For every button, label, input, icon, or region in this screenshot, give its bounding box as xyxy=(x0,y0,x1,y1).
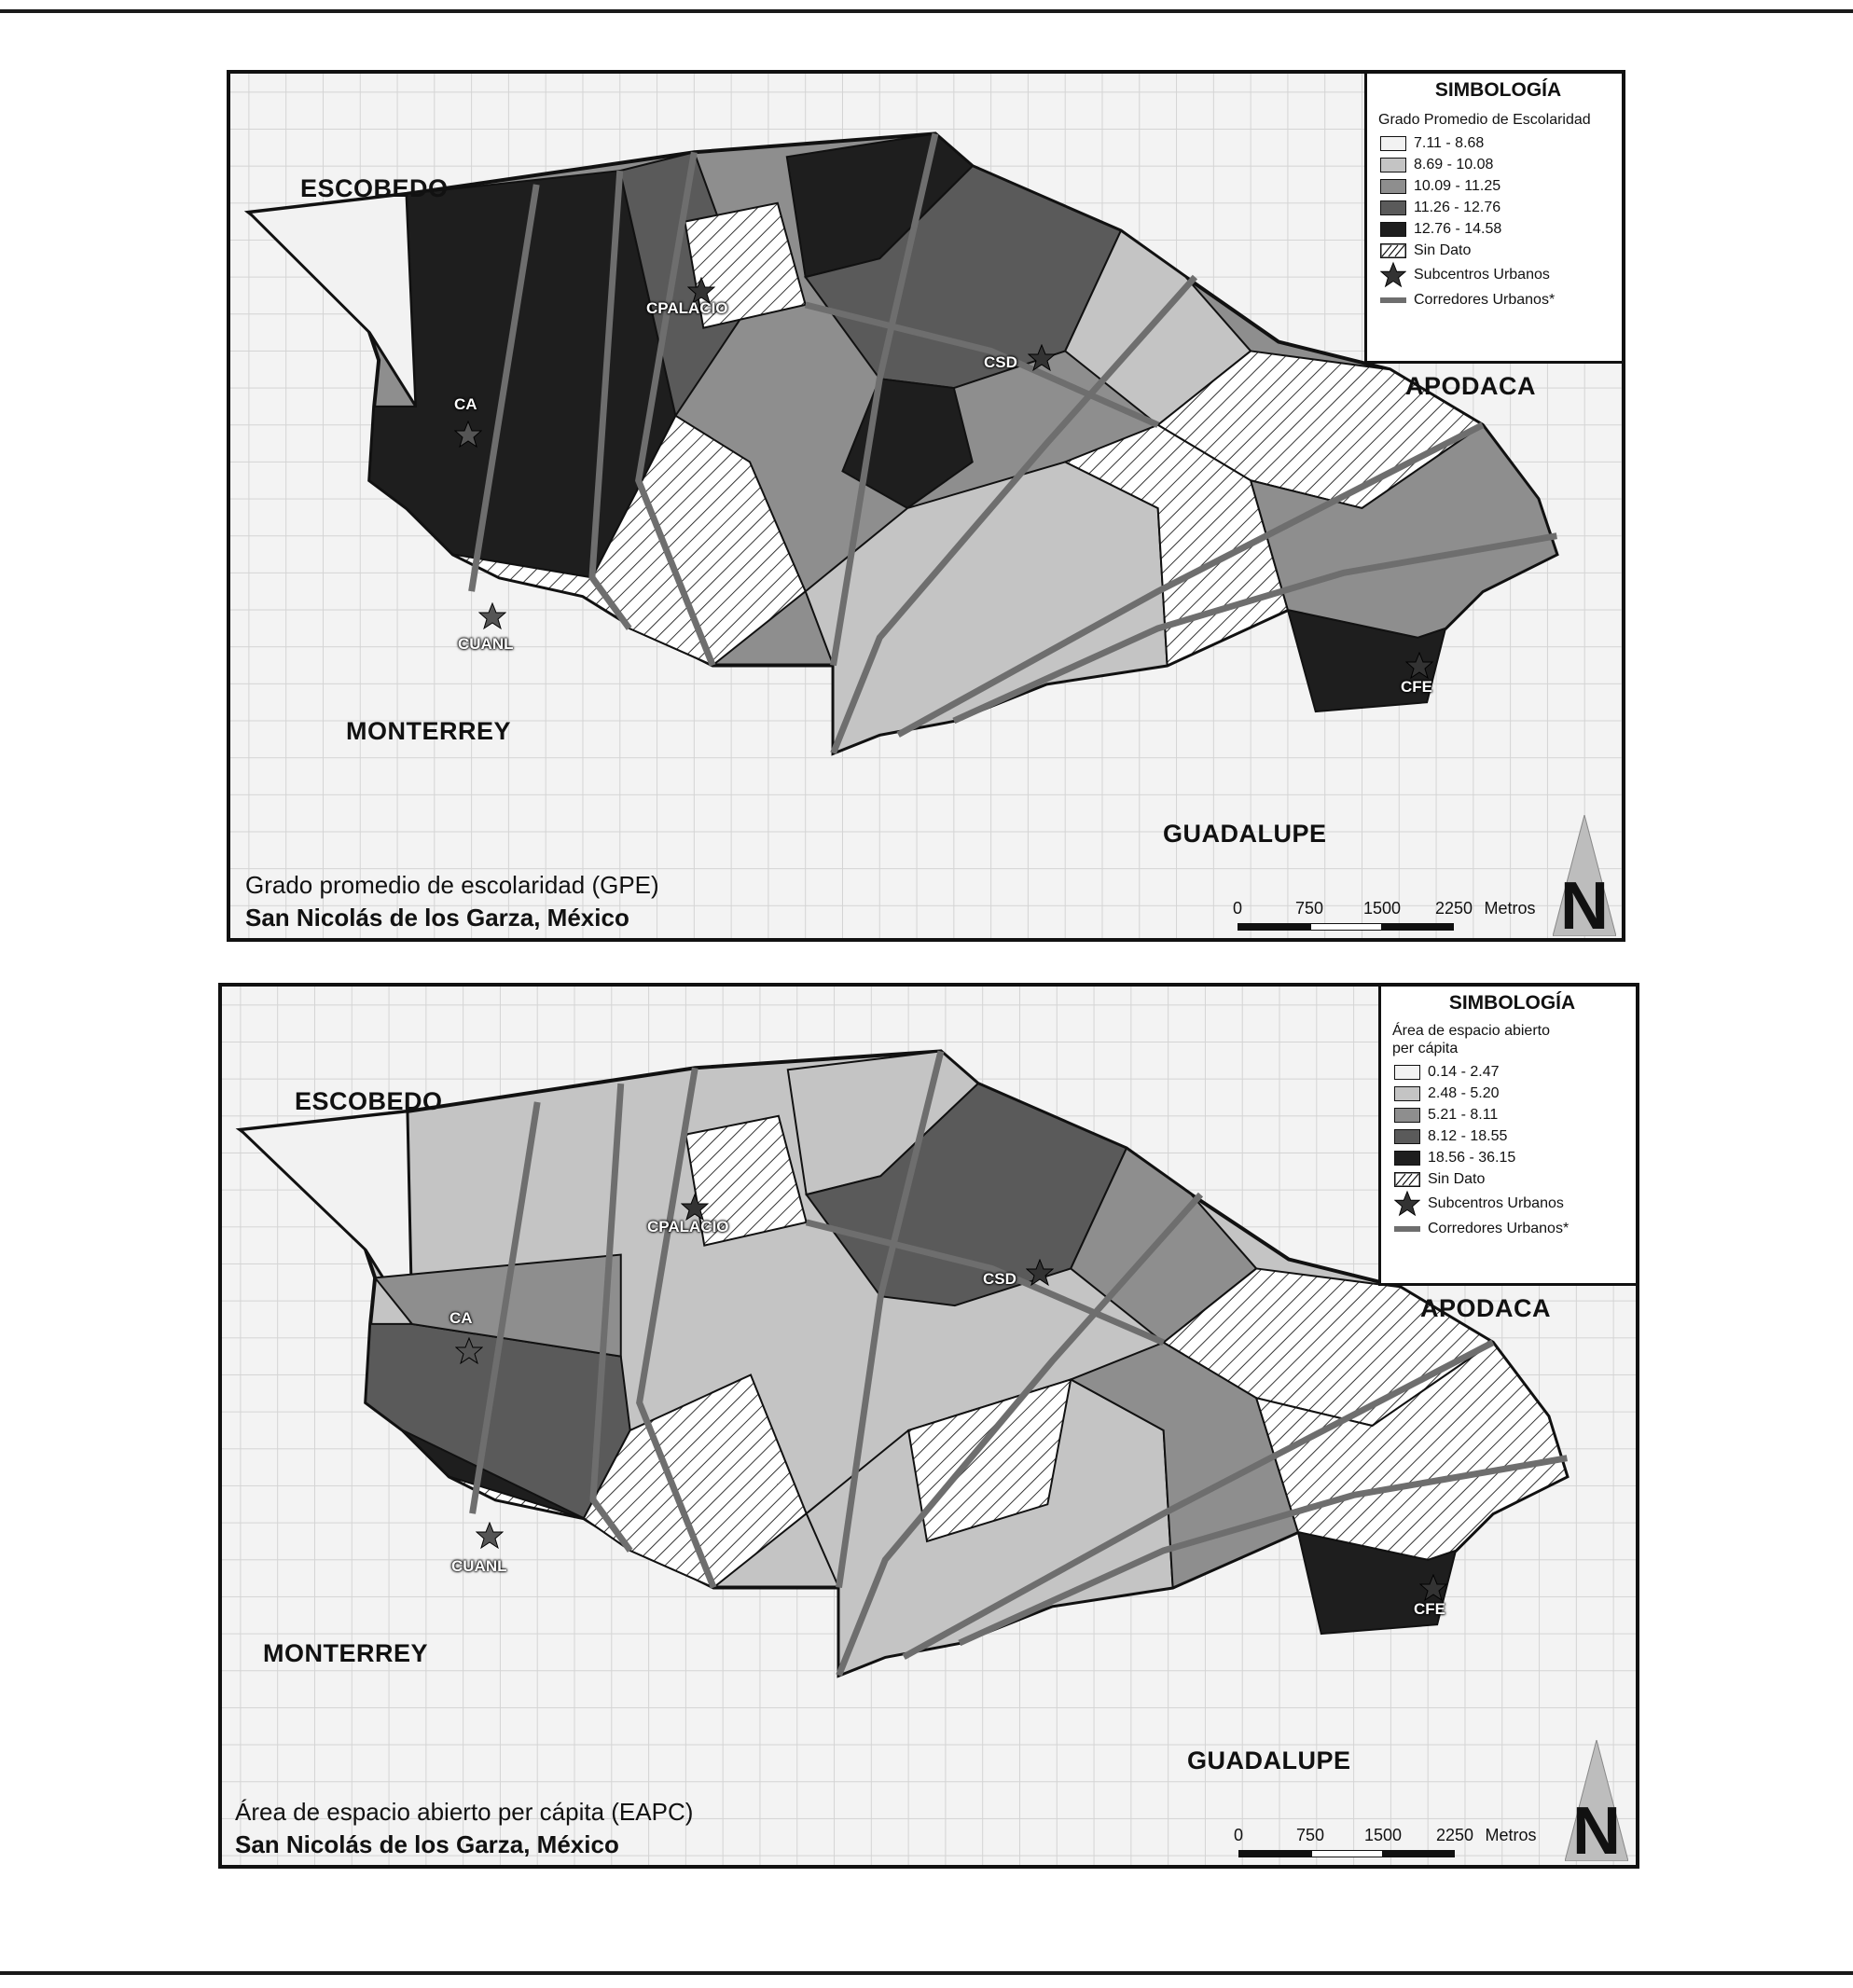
subcenter-label-csd: CSD xyxy=(984,353,1017,371)
scale-tick: 2250 xyxy=(1434,899,1473,918)
legend-swatch xyxy=(1394,1129,1420,1144)
subcenter-csd[interactable] xyxy=(1026,1259,1054,1291)
star-icon xyxy=(478,602,506,630)
north-letter: N xyxy=(1560,869,1609,936)
legend-class-4: 11.26 - 12.76 xyxy=(1380,197,1625,218)
subcenter-label-csd: CSD xyxy=(983,1270,1016,1288)
scale-tick: 0 xyxy=(1232,899,1243,918)
scale-seg xyxy=(1310,923,1382,931)
legend-swatch xyxy=(1380,136,1406,151)
subcenter-cuanl[interactable] xyxy=(476,1522,504,1554)
legend-swatch xyxy=(1394,1108,1420,1123)
scale-seg xyxy=(1382,923,1454,931)
scale-seg xyxy=(1311,1850,1383,1857)
scale-unit: Metros xyxy=(1484,899,1536,918)
legend-swatch xyxy=(1380,200,1406,215)
north-arrow-icon xyxy=(1565,1740,1628,1861)
subcenter-csd[interactable] xyxy=(1028,344,1056,377)
star-icon xyxy=(1380,261,1406,289)
scale-seg xyxy=(1383,1850,1455,1857)
scale-tick: 0 xyxy=(1233,1826,1244,1844)
legend-swatch xyxy=(1394,1151,1420,1166)
hatch-swatch-icon xyxy=(1394,1172,1420,1187)
north-letter: N xyxy=(1572,1794,1621,1861)
scale-tick: 2250 xyxy=(1435,1826,1474,1844)
legend-class-4: 8.12 - 18.55 xyxy=(1394,1125,1639,1147)
scale-bar xyxy=(1228,899,1536,931)
place-monterrey: MONTERREY xyxy=(346,717,512,745)
corridor-line-icon xyxy=(1380,297,1406,304)
star-icon xyxy=(476,1522,504,1550)
legend-swatch xyxy=(1380,179,1406,194)
map-eapc[interactable] xyxy=(218,983,1639,1869)
top-rule xyxy=(0,9,1853,13)
star-icon xyxy=(1026,1259,1054,1287)
caption-title: Grado promedio de escolaridad (GPE) xyxy=(245,871,659,899)
scale-seg xyxy=(1238,1850,1311,1857)
legend-class-5: 18.56 - 36.15 xyxy=(1394,1147,1639,1168)
subcenter-label-ca: CA xyxy=(449,1309,473,1327)
star-icon xyxy=(1028,344,1056,372)
legend-class-2: 2.48 - 5.20 xyxy=(1394,1083,1639,1104)
subcenter-label-cuanl: CUANL xyxy=(458,635,514,653)
subcenter-label-cpalacio: CPALACIO xyxy=(646,299,728,317)
scale-unit: Metros xyxy=(1485,1826,1537,1844)
caption-place: San Nicolás de los Garza, México xyxy=(245,904,629,932)
legend-class-1: 0.14 - 2.47 xyxy=(1394,1061,1639,1083)
legend-class-3: 10.09 - 11.25 xyxy=(1380,175,1625,197)
place-guadalupe: GUADALUPE xyxy=(1187,1746,1351,1774)
place-apodaca: APODACA xyxy=(1405,372,1537,400)
star-icon xyxy=(454,421,482,449)
north-arrow xyxy=(1565,1740,1628,1866)
place-apodaca: APODACA xyxy=(1420,1294,1552,1322)
legend-corridors: Corredores Urbanos* xyxy=(1394,1218,1639,1239)
legend-class-2: 8.69 - 10.08 xyxy=(1380,154,1625,175)
legend-subtitle: Área de espacio abierto per cápita xyxy=(1392,1023,1550,1056)
subcenter-ca[interactable] xyxy=(455,1337,483,1370)
corridor-line-icon xyxy=(1394,1225,1420,1233)
north-arrow xyxy=(1553,815,1616,941)
subcenter-label-cfe: CFE xyxy=(1401,678,1432,696)
caption-eapc xyxy=(235,1798,693,1859)
star-icon xyxy=(1405,652,1433,680)
scale-tick: 1500 xyxy=(1362,899,1402,918)
north-arrow-icon xyxy=(1553,815,1616,936)
legend-class-5: 12.76 - 14.58 xyxy=(1380,218,1625,240)
place-monterrey: MONTERREY xyxy=(263,1639,429,1667)
legend-title: SIMBOLOGÍA xyxy=(1448,992,1576,1014)
subcenter-cuanl[interactable] xyxy=(478,602,506,635)
caption-place: San Nicolás de los Garza, México xyxy=(235,1830,619,1858)
legend-swatch xyxy=(1394,1086,1420,1101)
subcenter-ca[interactable] xyxy=(454,421,482,453)
star-icon xyxy=(1394,1190,1420,1218)
place-guadalupe: GUADALUPE xyxy=(1163,820,1327,848)
legend-no-data: Sin Dato xyxy=(1380,240,1625,261)
legend-title: SIMBOLOGÍA xyxy=(1434,79,1562,101)
legend-swatch xyxy=(1380,222,1406,237)
legend-swatch xyxy=(1380,158,1406,173)
subcenter-label-cuanl: CUANL xyxy=(451,1557,507,1575)
subcenter-label-cpalacio: CPALACIO xyxy=(647,1218,729,1236)
legend-eapc xyxy=(1378,984,1639,1286)
map-gpe[interactable] xyxy=(227,70,1625,942)
scale-bar xyxy=(1229,1826,1537,1857)
scale-tick: 750 xyxy=(1294,899,1324,918)
scale-tick: 750 xyxy=(1295,1826,1325,1844)
star-icon xyxy=(455,1337,483,1365)
legend-class-3: 5.21 - 8.11 xyxy=(1394,1104,1639,1125)
legend-subcenters: Subcentros Urbanos xyxy=(1394,1190,1639,1218)
subcenter-label-ca: CA xyxy=(454,395,477,413)
legend-swatch xyxy=(1394,1065,1420,1080)
scale-seg xyxy=(1238,923,1310,931)
caption-title: Área de espacio abierto per cápita (EAPC) xyxy=(235,1798,694,1826)
star-icon xyxy=(1419,1574,1447,1602)
scale-tick: 1500 xyxy=(1363,1826,1403,1844)
subcenter-label-cfe: CFE xyxy=(1414,1600,1445,1618)
legend-corridors: Corredores Urbanos* xyxy=(1380,289,1625,311)
legend-gpe xyxy=(1364,71,1625,364)
hatch-swatch-icon xyxy=(1380,243,1406,258)
caption-gpe xyxy=(245,871,659,932)
legend-subcenters: Subcentros Urbanos xyxy=(1380,261,1625,289)
place-escobedo: ESCOBEDO xyxy=(295,1087,443,1115)
bottom-rule xyxy=(0,1971,1853,1975)
legend-class-1: 7.11 - 8.68 xyxy=(1380,132,1625,154)
place-escobedo: ESCOBEDO xyxy=(300,174,449,202)
legend-no-data: Sin Dato xyxy=(1394,1168,1639,1190)
legend-subtitle: Grado Promedio de Escolaridad xyxy=(1378,112,1591,128)
